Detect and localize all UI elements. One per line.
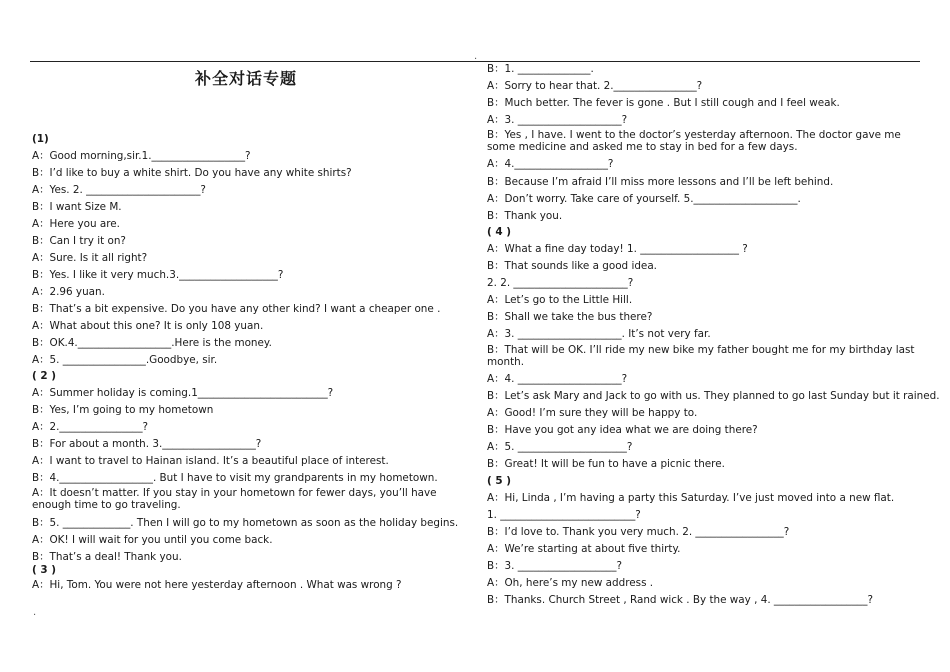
page-title: 补全对话专题 [195, 69, 298, 88]
dialogue-line: A：2.96 yuan. [32, 286, 105, 298]
dialogue-line: B：Thanks. Church Street , Rand wick . By the way , 4. __________________? [487, 594, 873, 606]
dialogue-line: B：5. _____________. Then I will go to my hometown as soon as the holiday begins. [32, 517, 459, 529]
dialogue-line: B：3. ___________________? [487, 560, 622, 572]
dialogue-line: B：That’s a deal! Thank you. [32, 551, 182, 563]
dialogue-line: A：Sure. Is it all right? [32, 252, 148, 264]
dialogue-line: A：4.__________________? [487, 158, 614, 170]
dialogue-line: A：Sorry to hear that. 2.________________? [487, 80, 703, 92]
dialogue-line: A：Here you are. [32, 218, 120, 230]
dialogue-line: A：I want to travel to Hainan island. It’s a beautiful place of interest. [32, 455, 389, 467]
dialogue-line: A：What a fine day today! 1. ___________________ ? [487, 243, 748, 255]
dialogue-line: B：Yes, I’m going to my hometown [32, 404, 214, 416]
section-heading: (1) [32, 133, 49, 145]
dialogue-line: B：Shall we take the bus there? [487, 311, 653, 323]
dialogue-line: A：3. ____________________. It’s not very far. [487, 328, 711, 340]
dialogue-line: A：Hi, Tom. You were not here yesterday afternoon . What was wrong ? [32, 579, 402, 591]
dialogue-line: A：What about this one? It is only 108 yuan. [32, 320, 264, 332]
page-mark-top: . [474, 51, 478, 62]
dialogue-line: A：We’re starting at about five thirty. [487, 543, 681, 555]
dialogue-line: 2. 2. ______________________? [487, 277, 634, 289]
dialogue-line: B：Can I try it on? [32, 235, 126, 247]
dialogue-line: A：Yes. 2. ______________________? [32, 184, 206, 196]
dialogue-line: A：Good morning,sir.1.__________________? [32, 150, 251, 162]
dialogue-line: A：It doesn’t matter. If you stay in your hometown for fewer days, you’ll have enough time to go traveling. [32, 487, 437, 511]
dialogue-line: B：I’d love to. Thank you very much. 2. _________________? [487, 526, 790, 538]
dialogue-line: A：Oh, here’s my new address . [487, 577, 654, 589]
dialogue-line: A：Hi, Linda , I’m having a party this Saturday. I’ve just moved into a new flat. [487, 492, 895, 504]
dialogue-line: B：That sounds like a good idea. [487, 260, 657, 272]
section-heading: ( 5 ) [487, 475, 511, 487]
dialogue-line: B：Have you got any idea what we are doing there? [487, 424, 758, 436]
dialogue-line: A：5. _____________________? [487, 441, 633, 453]
dialogue-line: B：Great! It will be fun to have a picnic there. [487, 458, 725, 470]
dialogue-line: B：4.__________________. But I have to visit my grandparents in my hometown. [32, 472, 438, 484]
dialogue-line: A：2.________________? [32, 421, 149, 433]
dialogue-line: B：Let’s ask Mary and Jack to go with us. They planned to go last Sunday but it rained. [487, 390, 940, 402]
section-heading: ( 4 ) [487, 226, 511, 238]
dialogue-line: A：3. ____________________? [487, 114, 628, 126]
dialogue-line: B：That will be OK. I’ll ride my new bike my father bought me for my birthday last month. [487, 344, 915, 368]
dialogue-line: B：Yes , I have. I went to the doctor’s yesterday afternoon. The doctor gave me some medicine and asked me to stay in bed for a few days. [487, 129, 901, 153]
dialogue-line: A：Let’s go to the Little Hill. [487, 294, 633, 306]
dialogue-line: B：Yes. I like it very much.3.___________________? [32, 269, 284, 281]
dialogue-line: B：For about a month. 3.__________________? [32, 438, 262, 450]
dialogue-line: A：5. ________________.Goodbye, sir. [32, 354, 218, 366]
dialogue-line: B：Because I’m afraid I’ll miss more lessons and I’ll be left behind. [487, 176, 834, 188]
dialogue-line: B：That’s a bit expensive. Do you have any other kind? I want a cheaper one . [32, 303, 441, 315]
dialogue-line: A：4. ____________________? [487, 373, 628, 385]
dialogue-line: B：I’d like to buy a white shirt. Do you have any white shirts? [32, 167, 352, 179]
dialogue-line: A：Don’t worry. Take care of yourself. 5.____________________. [487, 193, 801, 205]
dialogue-line: 1. __________________________? [487, 509, 641, 521]
page-mark-bottom: . [33, 607, 37, 618]
section-heading: ( 3 ) [32, 564, 56, 576]
dialogue-line: B：Much better. The fever is gone . But I still cough and I feel weak. [487, 97, 840, 109]
dialogue-line: B：Thank you. [487, 210, 563, 222]
dialogue-line: B：1. ______________. [487, 63, 594, 75]
dialogue-line: A：Summer holiday is coming.1_________________________? [32, 387, 334, 399]
dialogue-line: A：Good! I’m sure they will be happy to. [487, 407, 698, 419]
dialogue-line: A：OK! I will wait for you until you come back. [32, 534, 273, 546]
dialogue-line: B：I want Size M. [32, 201, 122, 213]
section-heading: ( 2 ) [32, 370, 56, 382]
dialogue-line: B：OK.4.__________________.Here is the money. [32, 337, 272, 349]
